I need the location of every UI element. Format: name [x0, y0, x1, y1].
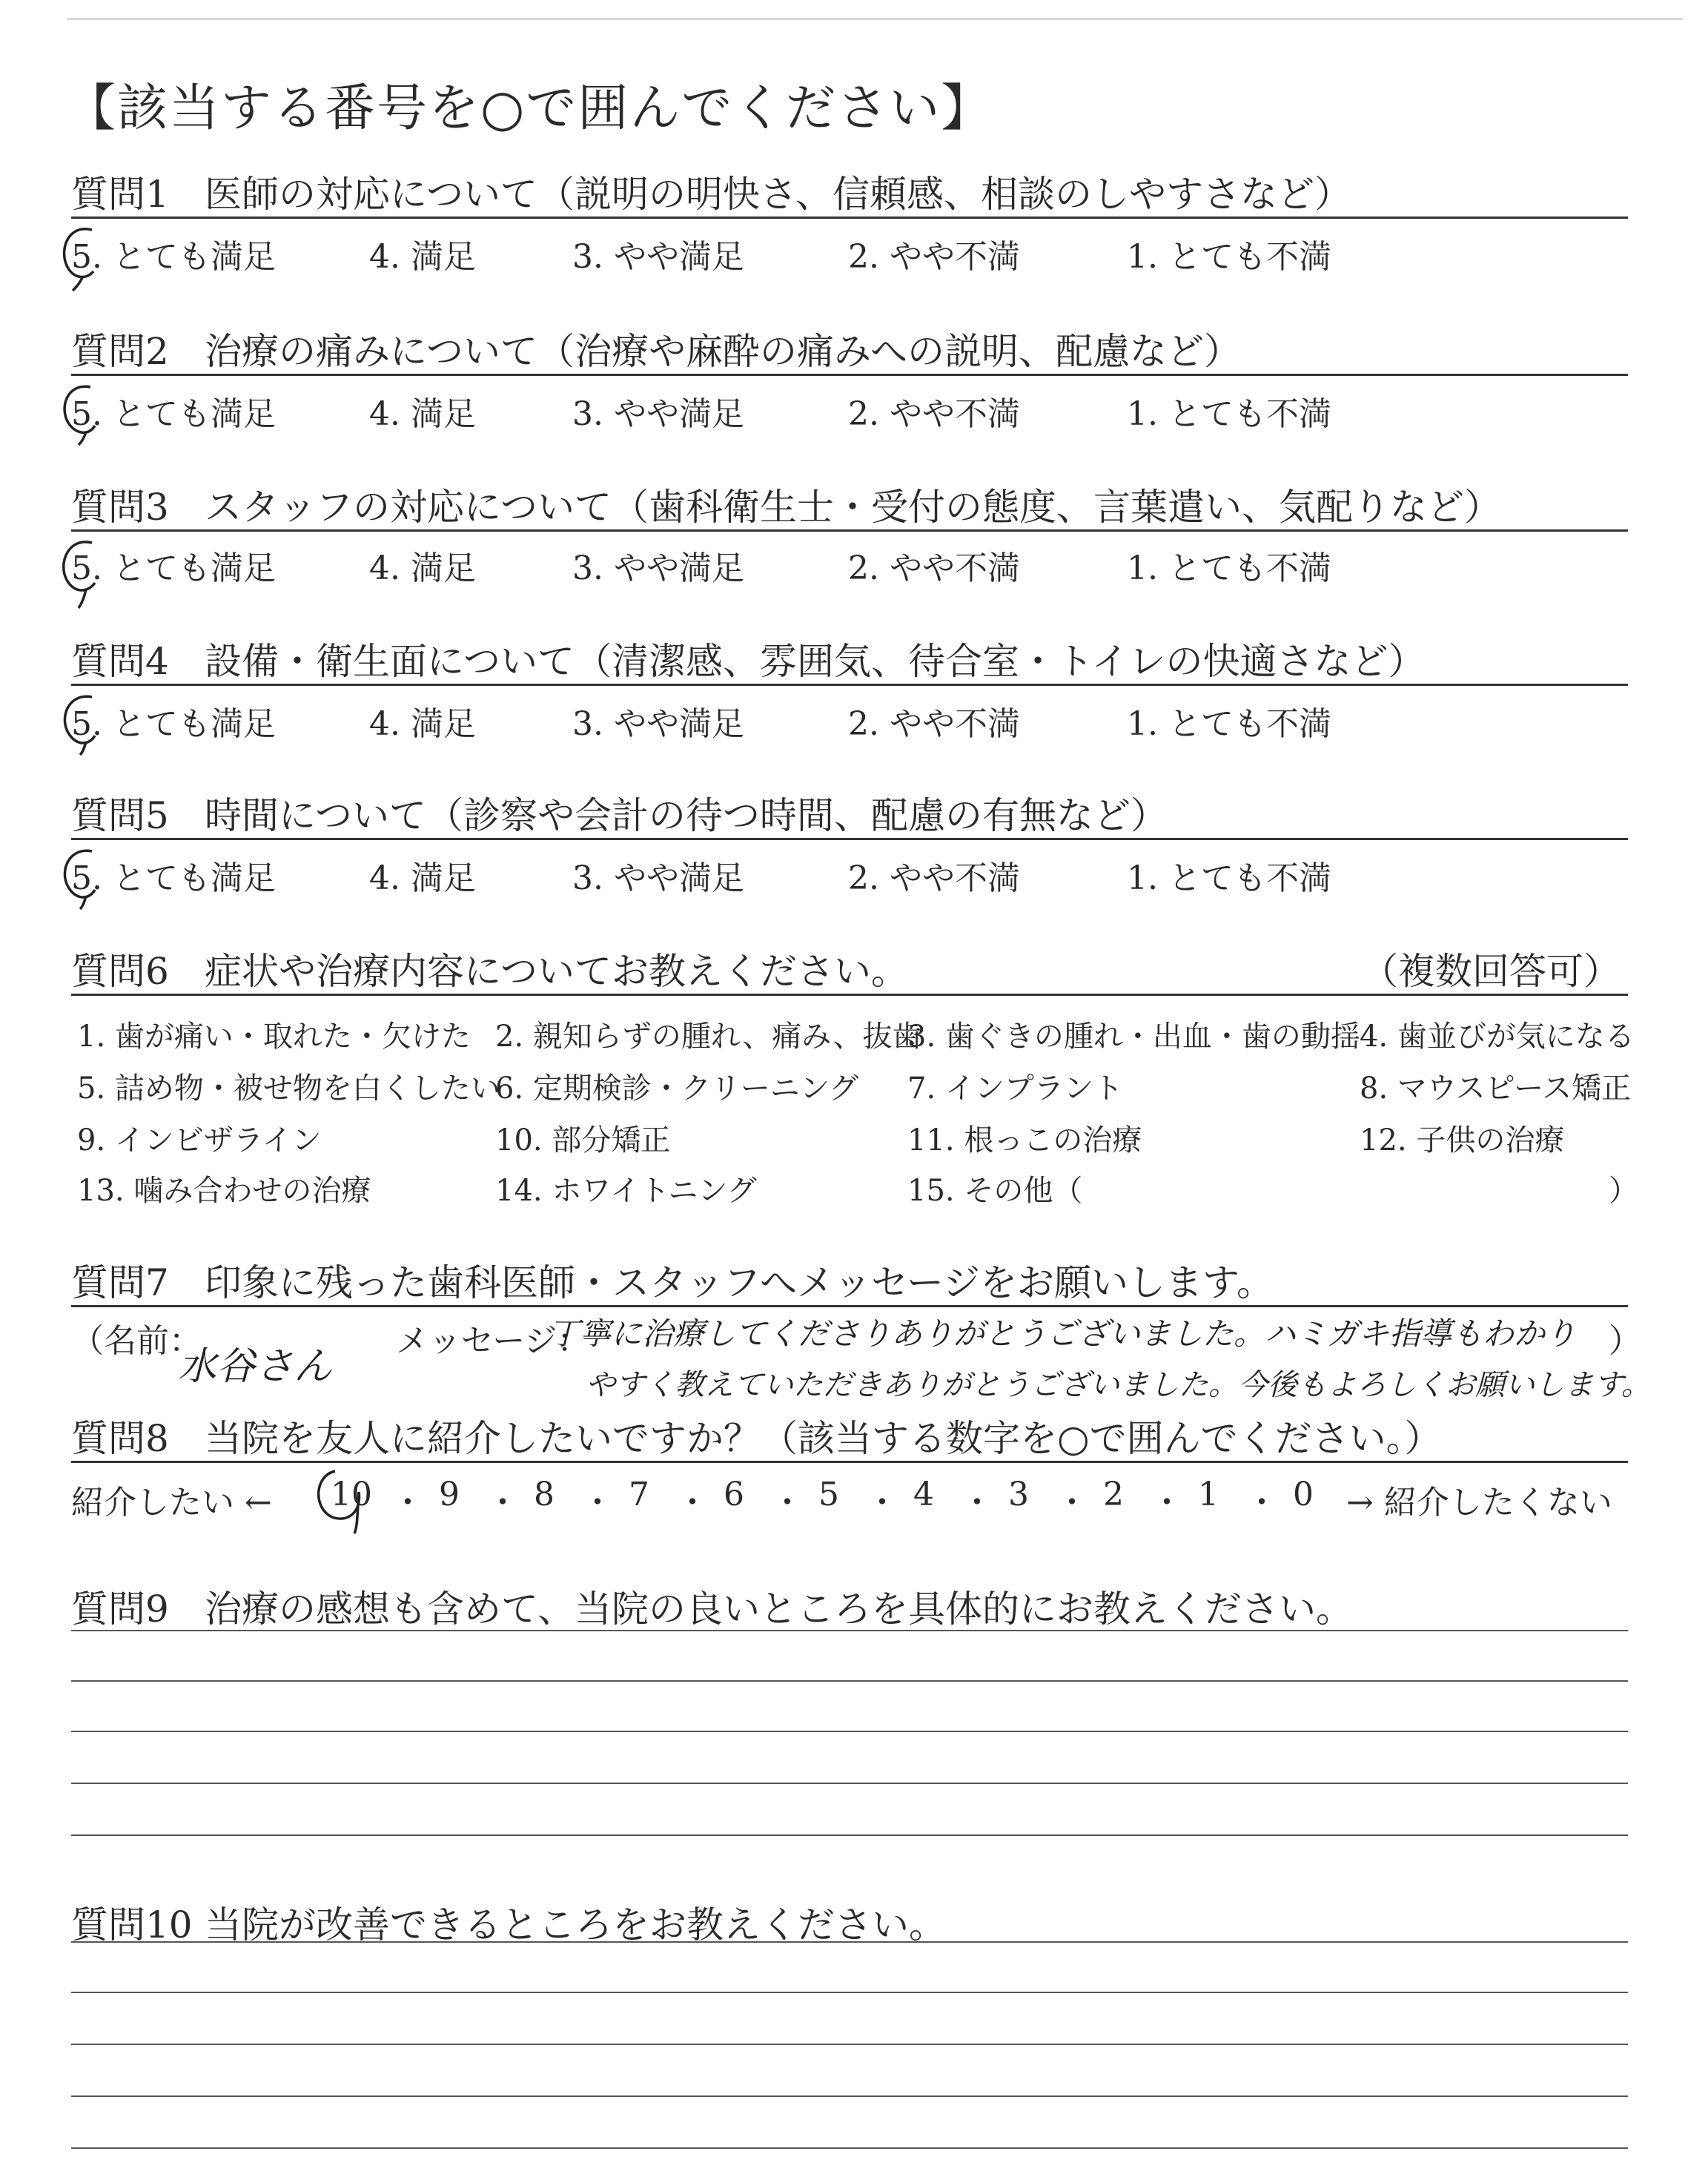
answer-line: [71, 1941, 1628, 1943]
rating-option-3[interactable]: 3. やや満足: [572, 395, 744, 433]
question-rule: [71, 994, 1628, 996]
scale-dot: ・: [961, 1484, 993, 1522]
rating-option-4[interactable]: 4. 満足: [369, 705, 476, 743]
question-text: 医師の対応について（説明の明快さ、信頼感、相談のしやすさなど）: [205, 173, 1351, 216]
question-2: [71, 322, 1241, 375]
scale-value-7[interactable]: 7: [629, 1476, 649, 1513]
rating-option-5[interactable]: 5. とても満足: [71, 238, 276, 276]
question-4: [71, 632, 1426, 685]
scale-dot: ・: [581, 1484, 614, 1522]
rating-option-1[interactable]: 1. とても不満: [1127, 549, 1331, 587]
rating-option-3[interactable]: 3. やや満足: [572, 859, 744, 897]
symptom-option[interactable]: 11. 根っこの治療: [907, 1123, 1142, 1157]
question-rule: [71, 838, 1628, 840]
symptom-option[interactable]: 8. マウスピース矯正: [1360, 1071, 1632, 1106]
symptom-option[interactable]: 13. 噛み合わせの治療: [77, 1174, 371, 1208]
scale-left-label: 紹介したい ←: [71, 1484, 272, 1522]
message-close-paren: ）: [1609, 1322, 1641, 1360]
answer-line: [71, 1630, 1628, 1631]
rating-option-1[interactable]: 1. とても不満: [1127, 859, 1331, 897]
answer-line: [71, 1680, 1628, 1682]
selection-circle-q1: [53, 219, 113, 294]
symptom-option[interactable]: 6. 定期検診・クリーニング: [495, 1071, 859, 1106]
scale-dot: ・: [771, 1484, 804, 1522]
rating-option-3[interactable]: 3. やや満足: [572, 238, 744, 276]
question-number: 質問6: [71, 950, 169, 993]
rating-option-4[interactable]: 4. 満足: [369, 395, 476, 433]
question-text: スタッフの対応について（歯科衛生士・受付の態度、言葉遣い、気配りなど）: [205, 486, 1501, 529]
rating-option-4[interactable]: 4. 満足: [369, 859, 476, 897]
instruction-header: 【該当する番号を○で囲んでください】: [65, 79, 993, 138]
selection-circle-q4: [53, 687, 113, 761]
symptom-option[interactable]: 9. インビザライン: [77, 1123, 322, 1157]
scan-top-edge: [67, 18, 1683, 20]
symptom-option[interactable]: 10. 部分矯正: [495, 1123, 671, 1157]
scale-dot: ・: [1151, 1484, 1183, 1522]
question-text: 時間について（診察や会計の待つ時間、配慮の有無など）: [205, 794, 1168, 837]
rating-option-5[interactable]: 5. とても満足: [71, 859, 276, 897]
question-number: 質問5: [71, 794, 169, 837]
question-number: 質問3: [71, 486, 169, 529]
scale-value-8[interactable]: 8: [534, 1476, 555, 1513]
question-rule: [71, 529, 1628, 532]
symptom-option[interactable]: 12. 子供の治療: [1360, 1123, 1565, 1157]
question-1: [71, 165, 1351, 218]
scale-dot: ・: [1056, 1484, 1088, 1522]
question-number: 質問1: [71, 173, 169, 216]
question-text: 症状や治療内容についてお教えください。: [205, 950, 908, 993]
other-close-paren: ）: [1609, 1174, 1638, 1208]
symptom-option[interactable]: 7. インプラント: [907, 1071, 1123, 1106]
symptom-option-other[interactable]: 15. その他（: [907, 1174, 1083, 1208]
rating-option-3[interactable]: 3. やや満足: [572, 549, 744, 587]
scale-value-4[interactable]: 4: [913, 1476, 934, 1513]
symptom-option[interactable]: 3. 歯ぐきの腫れ・出血・歯の動揺: [907, 1020, 1360, 1054]
rating-option-5[interactable]: 5. とても満足: [71, 705, 276, 743]
scale-dot: ・: [486, 1484, 519, 1522]
rating-option-5[interactable]: 5. とても満足: [71, 549, 276, 587]
scale-dot: ・: [866, 1484, 898, 1522]
scale-value-6[interactable]: 6: [724, 1476, 744, 1513]
answer-line: [71, 1783, 1628, 1784]
rating-option-2[interactable]: 2. やや不満: [848, 705, 1020, 743]
question-text: 治療の痛みについて（治療や麻酔の痛みへの説明、配慮など）: [205, 330, 1241, 373]
rating-option-5[interactable]: 5. とても満足: [71, 395, 276, 433]
rating-option-3[interactable]: 3. やや満足: [572, 705, 744, 743]
symptom-option[interactable]: 1. 歯が痛い・取れた・欠けた: [77, 1020, 471, 1054]
scale-value-5[interactable]: 5: [818, 1476, 839, 1513]
question-rule: [71, 217, 1628, 219]
question-9: [71, 1579, 1353, 1633]
question-number: 質問4: [71, 640, 169, 683]
question-text: 当院が改善できるところをお教えください。: [205, 1903, 946, 1946]
question-number: 質問2: [71, 330, 169, 373]
name-label: （名前：: [71, 1322, 202, 1360]
rating-option-2[interactable]: 2. やや不満: [848, 859, 1020, 897]
rating-option-4[interactable]: 4. 満足: [369, 549, 476, 587]
question-rule: [71, 1305, 1628, 1307]
rating-option-2[interactable]: 2. やや不満: [848, 395, 1020, 433]
question-text: 設備・衛生面について（清潔感、雰囲気、待合室・トイレの快適さなど）: [205, 640, 1426, 683]
rating-option-1[interactable]: 1. とても不満: [1127, 705, 1331, 743]
scale-value-10[interactable]: 10: [331, 1476, 372, 1513]
selection-circle-q5: [53, 841, 113, 915]
selection-circle-q3: [53, 531, 113, 612]
answer-line: [71, 2044, 1628, 2045]
rating-option-1[interactable]: 1. とても不満: [1127, 395, 1331, 433]
rating-option-2[interactable]: 2. やや不満: [848, 549, 1020, 587]
name-handwritten: 水谷さん: [178, 1344, 333, 1389]
question-7: [71, 1253, 1274, 1307]
message-label: メッセージ：: [396, 1322, 590, 1360]
question-text: 治療の感想も含めて、当院の良いところを具体的にお教えください。: [205, 1588, 1353, 1631]
question-5: [71, 786, 1168, 839]
symptom-option[interactable]: 4. 歯並びが気になる: [1360, 1020, 1635, 1054]
rating-option-4[interactable]: 4. 満足: [369, 238, 476, 276]
question-number: 質問8: [71, 1417, 169, 1460]
scale-value-3[interactable]: 3: [1008, 1476, 1029, 1513]
question-rule: [71, 374, 1628, 376]
question-6: [71, 942, 1621, 995]
answer-line: [71, 2095, 1628, 2097]
selection-circle-q2: [53, 377, 113, 451]
symptom-option[interactable]: 14. ホワイトニング: [495, 1174, 757, 1208]
multiple-answers-note: （複数回答可）: [1361, 950, 1621, 993]
rating-option-1[interactable]: 1. とても不満: [1127, 238, 1331, 276]
selection-circle-q8: [305, 1464, 387, 1538]
question-rule: [71, 1461, 1628, 1463]
scale-dot: ・: [676, 1484, 709, 1522]
scale-right-label: → 紹介したくない: [1346, 1484, 1612, 1522]
question-8: [71, 1409, 1442, 1462]
question-number: 質問7: [71, 1261, 169, 1304]
message-handwritten-line1: 丁寧に治療してくださりありがとうございました。ハミガキ指導もわかり: [549, 1315, 1577, 1352]
scale-dot: ・: [1245, 1484, 1278, 1522]
question-number: 質問10: [71, 1903, 193, 1946]
answer-line: [71, 2147, 1628, 2149]
question-number: 質問9: [71, 1588, 169, 1631]
scale-value-2[interactable]: 2: [1103, 1476, 1124, 1513]
question-text: 当院を友人に紹介したいですか？（該当する数字を○で囲んでください。）: [205, 1417, 1442, 1460]
question-3: [71, 478, 1501, 531]
answer-line: [71, 1834, 1628, 1836]
question-text: 印象に残った歯科医師・スタッフへメッセージをお願いします。: [205, 1261, 1274, 1304]
scale-value-9[interactable]: 9: [439, 1476, 460, 1513]
symptom-option[interactable]: 5. 詰め物・被せ物を白くしたい: [77, 1071, 500, 1106]
answer-line: [71, 1992, 1628, 1993]
rating-option-2[interactable]: 2. やや不満: [848, 238, 1020, 276]
symptom-option[interactable]: 2. 親知らずの腫れ、痛み、抜歯: [495, 1020, 922, 1054]
scale-value-1[interactable]: 1: [1198, 1476, 1219, 1513]
question-rule: [71, 684, 1628, 686]
message-handwritten-line2: やすく教えていただきありがとうございました。今後もよろしくお願いします。: [586, 1368, 1651, 1402]
scale-value-0[interactable]: 0: [1293, 1476, 1314, 1513]
answer-line: [71, 1731, 1628, 1732]
scale-dot: ・: [391, 1484, 424, 1522]
